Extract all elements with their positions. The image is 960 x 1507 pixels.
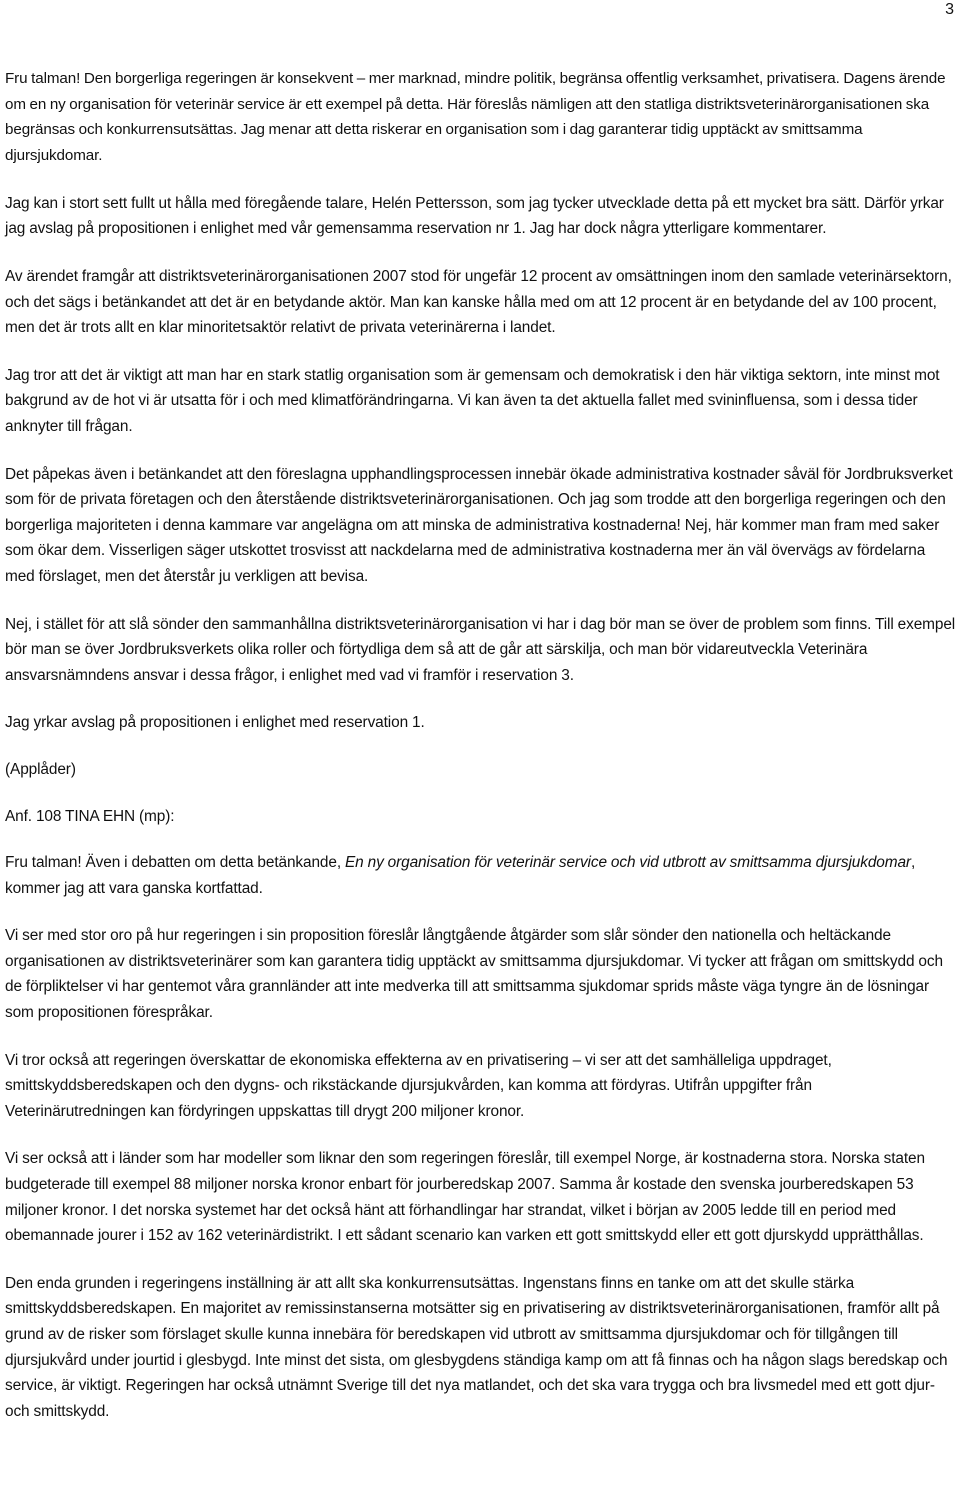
paragraph-2: Jag kan i stort sett fullt ut hålla med föregående talare, Helén Pettersson, som jag tycker utvecklade detta på ett mycket bra sätt. Därför yrkar jag avslag på propositionen i enlighet med vår gemensamma reservation nr 1. Jag har dock några ytterligare kommentarer. xyxy=(5,194,944,238)
paragraph-10-end: , kommer jag att vara ganska kortfattad. xyxy=(5,854,916,897)
report-title: En ny organisation för veterinär service och vid utbrott av smittsamma djursjukdomar xyxy=(345,854,911,872)
paragraph-3: Av ärendet framgår att distriktsveterinärorganisationen 2007 stod för ungefär 12 procent av omsättningen inom den samlade veterinärsektorn, och det sägs i betänkandet att det är en betydande aktör. Man kan kanske hålla med om att 12 procent är en betydande del av 100 procent, men det är trots allt en klar minoritetsaktör relativt de privata veterinärerna i landet. xyxy=(5,268,952,337)
paragraph-11: Vi ser med stor oro på hur regeringen i sin proposition föreslår långtgående åtgärder som slår sönder den nationella och heltäckande organisationen av distriktsveterinärer som kan garantera tidig upptäckt av smittsamma djursjukdomar. Vi tycker att frågan om smittskydd och de förpliktelser vi har gentemot våra grannländer att inte medverka till att smittsamma sjukdomar sprids måste väga tyngre än de lösningar som propositionen förespråkar. xyxy=(5,927,943,1022)
paragraph-1: Fru talman! Den borgerliga regeringen är konsekvent – mer marknad, mindre politik, begränsa offentlig verksamhet, privatisera. Dagens ärende om en ny organisation för veterinär service är ett exempel på detta. Här föreslås nämligen att den statliga distriktsveterinärorganisationen ska begränsas och konkurrensutsättas. Jag menar att detta riskerar en organisation som i dag garanterar tidig upptäckt av smittsamma djursjukdomar. xyxy=(5,70,946,165)
paragraph-6: Nej, i stället för att slå sönder den sammanhållna distriktsveterinärorganisation vi har i dag bör man se över de problem som finns. Till exempel bör man se över Jordbruksverkets olika roller och förtydliga dem så att de går att särskilja, och man bör vidareutveckla Veterinära ansvarsnämndens ansvar i dessa frågor, i enlighet med vad vi framför i reservation 3. xyxy=(5,615,956,684)
document-body xyxy=(5,66,956,1444)
paragraph-5: Det påpekas även i betänkandet att den föreslagna upphandlingsprocessen innebär ökade administrativa kostnader såväl för Jordbruksverket som för de privata företagen och den återstående distriktsveterinärorganisationen. Och jag som trodde att den borgerliga regeringen och den borgerliga majoriteten i denna kammare var angelägna om att minska de administrativa kostnaderna! Nej, här kommer man fram med saker som ökar dem. Visserligen säger utskottet trosvisst att nackdelarna med de administrativa kostnaderna mer än väl övervägs av fördelarna med förslaget, men det återstår ju verkligen att bevisa. xyxy=(5,465,953,585)
paragraph-13: Vi ser också att i länder som har modeller som liknar den som regeringen föreslår, till exempel Norge, är kostnaderna stora. Norska staten budgeterade till exempel 88 miljoner norska kronor enbart för jourberedskap 2007. Samma år kostade den svenska jourberedskapen 53 miljoner kronor. I det norska systemet har det också hänt att förhandlingar har strandat, vilket i början av 2005 ledde till en period med obemannade jourer i 152 av 162 veterinärdistrikt. I ett sådant scenario kan varken ett gott smittskydd eller ett gott djurskydd upprätthållas. xyxy=(5,1150,925,1245)
paragraph-10 xyxy=(5,850,956,901)
paragraph-10-intro: Fru talman! Även i debatten om detta betänkande, xyxy=(5,854,346,872)
paragraph-14: Den enda grunden i regeringens inställning är att allt ska konkurrensutsättas. Ingenstans finns en tanke om att det skulle stärka smittskyddsberedskapen. En majoritet av remissinstanserna motsätter sig en privatisering av distriktsveterinärorganisationen, framför allt på grund av de risker som förslaget skulle kunna innebära för beredskapen vid utbrott av smittsamma djursjukdomar och för tillgången till djursjukvård under jourtid i glesbygd. Inte minst det sista, om glesbygdens ständiga kamp om att få finnas och ha någon slags beredskap och service, är viktigt. Regeringen har också utnämnt Sverige till det nya matlandet, och det ska vara trygga och bra livsmedel med ett gott djur- och smittskydd. xyxy=(5,1274,948,1420)
page-number: 3 xyxy=(945,1,954,18)
applause-note: (Applåder) xyxy=(5,760,76,778)
paragraph-7: Jag yrkar avslag på propositionen i enlighet med reservation 1. xyxy=(5,714,425,732)
speaker-heading: Anf. 108 TINA EHN (mp): xyxy=(5,807,175,825)
paragraph-12: Vi tror också att regeringen överskattar de ekonomiska effekterna av en privatisering – vi ser att det samhälleliga uppdraget, smittskyddsberedskapen och den dygns- och rikstäckande djursjukvården, kan komma att fördyras. Utifrån uppgifter från Veterinärutredningen kan fördyringen uppskattas till drygt 200 miljoner kronor. xyxy=(5,1051,832,1120)
paragraph-4: Jag tror att det är viktigt att man har en stark statlig organisation som är gemensam och demokratisk i den här viktiga sektorn, inte minst mot bakgrund av de hot vi är utsatta för i och med klimatförändringarna. Vi kan även ta det aktuella fallet med svininfluensa, som i dessa tider anknyter till frågan. xyxy=(5,366,940,435)
